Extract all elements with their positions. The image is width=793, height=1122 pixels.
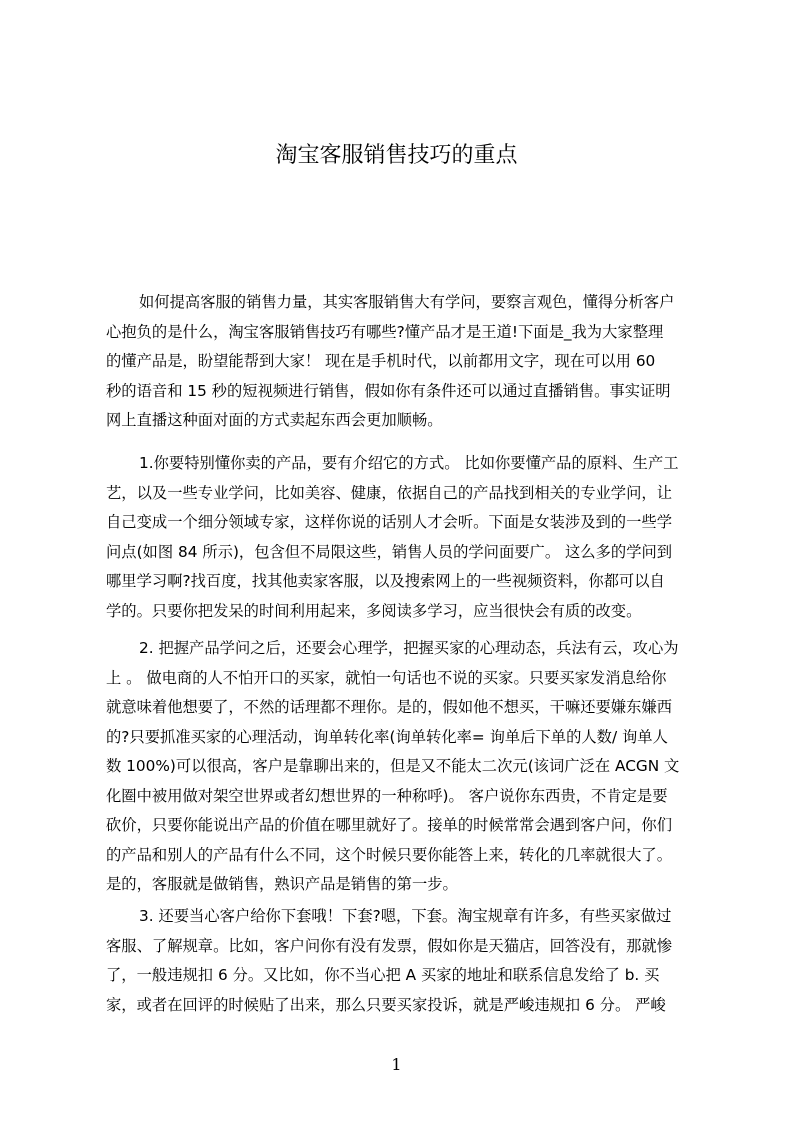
- text-line: 数 100%)可以很高，客户是靠聊出来的，但是又不能太二次元(该词广泛在 ACGN 文: [106, 757, 680, 775]
- text-line: 的产品和别人的产品有什么不同，这个时候只要你能答上来，转化的几率就很大了。: [106, 845, 672, 864]
- paragraph-point-1: [106, 449, 698, 626]
- text-line: 是的，客服就是做销售，熟识产品是销售的第一步。: [106, 875, 458, 893]
- paragraph-point-3: [106, 902, 698, 1020]
- text-line: 就意味着他想要了，不然的话理都不理你。是的，假如他不想买，干嘛还要嫌东嫌西: [106, 698, 672, 716]
- text-line: 心抱负的是什么，淘宝客服销售技巧有哪些?懂产品才是王道!下面是_我为大家整理: [106, 322, 664, 341]
- text-line: 客服、了解规章。比如，客户问你有没有发票，假如你是天猫店，回答没有，那就惨: [106, 936, 672, 955]
- text-line: 网上直播这种面对面的方式卖起东西会更加顺畅。: [106, 411, 443, 429]
- text-line: 砍价，只要你能说出产品的价值在哪里就好了。接单的时候常常会遇到客户问，你们: [106, 816, 672, 834]
- text-line: 上 。 做电商的人不怕开口的买家，就怕一句话也不说的买家。只要买家发消息给你: [106, 668, 667, 687]
- text-line: 1.你要特别懂你卖的产品，要有介绍它的方式。 比如你要懂产品的原料、生产工: [139, 454, 679, 472]
- text-line: 的?只要抓准买家的心理活动，询单转化率(询单转化率= 询单后下单的人数/ 询单人: [106, 727, 668, 746]
- text-line: 如何提高客服的销售力量，其实客服销售大有学问，要察言观色，懂得分析客户: [139, 293, 675, 311]
- text-line: 秒的语音和 15 秒的短视频进行销售，假如你有条件还可以通过直播销售。事实证明: [106, 381, 671, 400]
- text-line: 问点(如图 84 所示)，包含但不局限这些，销售人员的学问面要广。 这么多的学问到: [106, 542, 673, 561]
- text-line: 了，一般违规扣 6 分。又比如，你不当心把 A 买家的地址和联系信息发给了 b. 买: [106, 966, 660, 984]
- text-line: 哪里学习啊?找百度，找其他卖家客服，以及搜索网上的一些视频资料，你都可以自: [106, 572, 665, 590]
- document-title: 淘宝客服销售技巧的重点: [275, 143, 518, 168]
- page-number: 1: [391, 1055, 402, 1074]
- text-line: 艺，以及一些专业学问，比如美容、健康，依据自己的产品找到相关的专业学问，让: [106, 483, 672, 502]
- paragraph-point-2: [106, 634, 698, 900]
- text-line: 家，或者在回评的时候贴了出来，那么只要买家投诉，就是严峻违规扣 6 分。 严峻: [106, 995, 666, 1014]
- text-line: 自己变成一个细分领域专家，这样你说的话别人才会听。下面是女装涉及到的一些学: [106, 513, 672, 531]
- text-line: 化圈中被用做对架空世界或者幻想世界的一种称呼)。 客户说你东西贵，不肯定是要: [106, 786, 668, 805]
- text-line: 的懂产品是，盼望能帮到大家！ 现在是手机时代，以前都用文字，现在可以用 60: [106, 352, 656, 370]
- text-line: 3. 还要当心客户给你下套哦！下套?嗯，下套。淘宝规章有许多，有些买家做过: [139, 907, 672, 925]
- text-line: 学的。只要你把发呆的时间利用起来，多阅读多学习，应当很快会有质的改变。: [106, 601, 642, 620]
- text-line: 2. 把握产品学问之后，还要会心理学，把握买家的心理动态，兵法有云，攻心为: [139, 639, 679, 657]
- paragraph-intro: [106, 288, 698, 436]
